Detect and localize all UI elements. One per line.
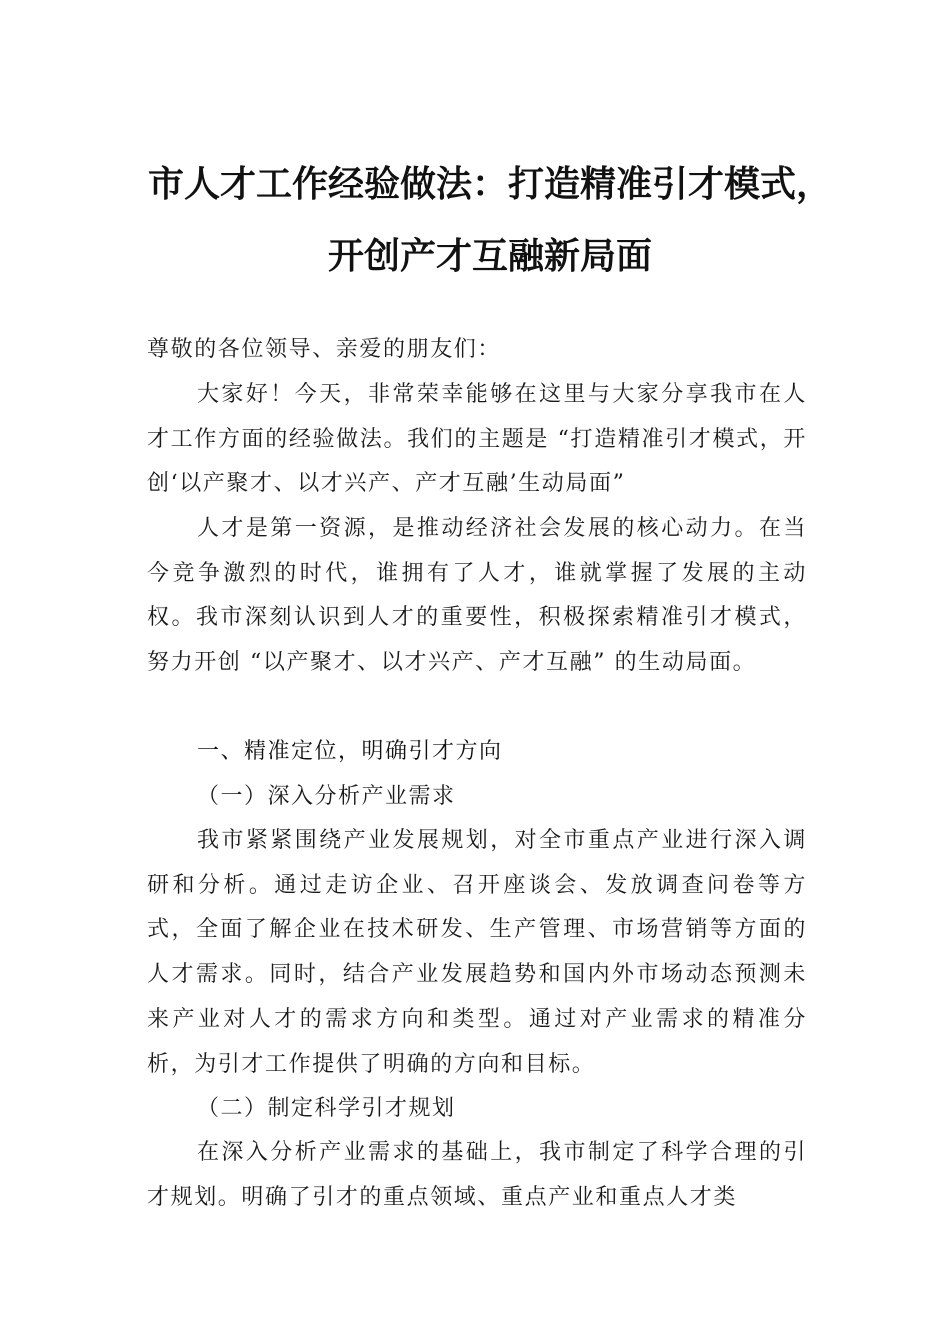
paragraph-greeting: 大家好！今天，非常荣幸能够在这里与大家分享我市在人才工作方面的经验做法。我们的主题是 “打造精准引才模式，开创‘以产聚才、以才兴产、产才互融’生动局面” bbox=[147, 382, 807, 497]
document-title-line-1: 市人才工作经验做法：打造精准引才模式， bbox=[147, 163, 832, 205]
paragraph-talent-plan: 在深入分析产业需求的基础上，我市制定了科学合理的引才规划。明确了引才的重点领域、重点产业和重点人才类 bbox=[147, 1140, 807, 1210]
paragraph-introduction: 人才是第一资源，是推动经济社会发展的核心动力。在当今竞争激烈的时代，谁拥有了人才，谁就掌握了发展的主动权。我市深刻认识到人才的重要性，积极探索精准引才模式，努力开创 “以产聚才、以才兴产、产才互融” 的生动局面。 bbox=[147, 516, 807, 676]
document-title-line-2: 开创产才互融新局面 bbox=[327, 235, 652, 277]
subsection-heading-1: （一）深入分析产业需求 bbox=[197, 784, 456, 809]
section-heading-1: 一、精准定位，明确引才方向 bbox=[197, 739, 503, 764]
subsection-heading-2: （二）制定科学引才规划 bbox=[197, 1096, 456, 1121]
paragraph-industry-analysis: 我市紧紧围绕产业发展规划，对全市重点产业进行深入调研和分析。通过走访企业、召开座谈会、发放调查问卷等方式，全面了解企业在技术研发、生产管理、市场营销等方面的人才需求。同时，结合产业发展趋势和国内外市场动态预测未来产业对人才的需求方向和类型。通过对产业需求的精准分析，为引才工作提供了明确的方向和目标。 bbox=[147, 828, 807, 1077]
salutation: 尊敬的各位领导、亲爱的朋友们： bbox=[147, 337, 502, 362]
